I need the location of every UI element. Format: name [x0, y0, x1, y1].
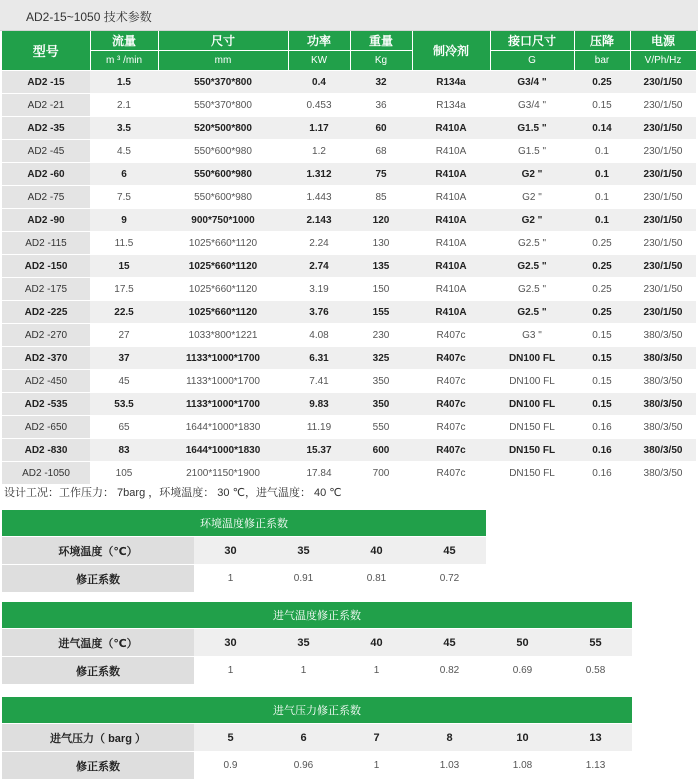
cell-power-supply: 230/1/50 [630, 232, 696, 255]
cell-power-supply: 230/1/50 [630, 117, 696, 140]
inlet-pressure-value: 7 [340, 724, 413, 752]
cell-port: G2 " [490, 186, 574, 209]
table-row [2, 117, 696, 140]
cell-pressure-drop: 0.1 [574, 163, 630, 186]
table-row [2, 324, 696, 347]
cell-refrigerant: R410A [412, 140, 490, 163]
cell-port: G2.5 " [490, 301, 574, 324]
cell-refrigerant: R410A [412, 278, 490, 301]
inlet-pressure-value: 8 [413, 724, 486, 752]
cell-flow: 4.5 [90, 140, 158, 163]
cell-pressure-drop: 0.16 [574, 416, 630, 439]
cell-power: 1.443 [288, 186, 350, 209]
cell-size: 1644*1000*1830 [158, 416, 288, 439]
inlet-pressure-value: 10 [486, 724, 559, 752]
unit-power-supply: V/Ph/Hz [630, 51, 696, 71]
inlet-pressure-value: 6 [267, 724, 340, 752]
table-row [2, 416, 696, 439]
cell-model: AD2 -75 [2, 186, 90, 209]
cell-pressure-drop: 0.25 [574, 278, 630, 301]
col-header-model: 型号 [2, 31, 90, 71]
inlet-temp-factor-value: 1 [340, 657, 413, 685]
cell-pressure-drop: 0.15 [574, 347, 630, 370]
inlet-temp-factor-value: 0.69 [486, 657, 559, 685]
table-row [2, 71, 696, 94]
table-row [2, 370, 696, 393]
cell-flow: 22.5 [90, 301, 158, 324]
page-title: AD2-15~1050 技术参数 [26, 10, 152, 24]
cell-flow: 11.5 [90, 232, 158, 255]
cell-flow: 6 [90, 163, 158, 186]
cell-power: 2.24 [288, 232, 350, 255]
cell-power-supply: 230/1/50 [630, 71, 696, 94]
cell-weight: 85 [350, 186, 412, 209]
cell-power-supply: 230/1/50 [630, 301, 696, 324]
unit-flow: m ³ /min [90, 51, 158, 71]
cell-power-supply: 230/1/50 [630, 255, 696, 278]
cell-port: G2.5 " [490, 255, 574, 278]
cell-model: AD2 -1050 [2, 462, 90, 485]
cell-size: 520*500*800 [158, 117, 288, 140]
cell-size: 1025*660*1120 [158, 232, 288, 255]
cell-weight: 600 [350, 439, 412, 462]
cell-power-supply: 230/1/50 [630, 140, 696, 163]
table-row [2, 255, 696, 278]
cell-weight: 120 [350, 209, 412, 232]
table-row [2, 439, 696, 462]
ambient-factor-value: 1 [194, 565, 267, 593]
cell-power-supply: 230/1/50 [630, 209, 696, 232]
cell-flow: 83 [90, 439, 158, 462]
col-header-power: 功率 [288, 31, 350, 51]
spec-header-row [2, 31, 696, 51]
unit-weight: Kg [350, 51, 412, 71]
cell-size: 550*600*980 [158, 140, 288, 163]
cell-refrigerant: R407c [412, 416, 490, 439]
cell-refrigerant: R134a [412, 94, 490, 117]
cell-power: 1.2 [288, 140, 350, 163]
cell-model: AD2 -21 [2, 94, 90, 117]
cell-port: DN150 FL [490, 462, 574, 485]
inlet-pressure-value: 5 [194, 724, 267, 752]
cell-model: AD2 -370 [2, 347, 90, 370]
cell-port: DN150 FL [490, 439, 574, 462]
cell-power-supply: 230/1/50 [630, 186, 696, 209]
cell-refrigerant: R410A [412, 301, 490, 324]
cell-flow: 37 [90, 347, 158, 370]
table-row [2, 209, 696, 232]
cell-size: 1133*1000*1700 [158, 393, 288, 416]
cell-model: AD2 -175 [2, 278, 90, 301]
spec-table-body [2, 71, 696, 485]
cell-size: 1133*1000*1700 [158, 347, 288, 370]
cell-flow: 3.5 [90, 117, 158, 140]
cell-refrigerant: R407c [412, 370, 490, 393]
cell-model: AD2 -115 [2, 232, 90, 255]
cell-refrigerant: R410A [412, 117, 490, 140]
cell-power-supply: 380/3/50 [630, 347, 696, 370]
cell-pressure-drop: 0.25 [574, 232, 630, 255]
cell-port: G2 " [490, 209, 574, 232]
inlet-temp-factor-value: 1 [194, 657, 267, 685]
cell-pressure-drop: 0.25 [574, 71, 630, 94]
cell-power-supply: 230/1/50 [630, 278, 696, 301]
table-row [2, 140, 696, 163]
inlet-temp-value: 50 [486, 629, 559, 657]
cell-power-supply: 380/3/50 [630, 324, 696, 347]
cell-power: 3.76 [288, 301, 350, 324]
cell-power-supply: 380/3/50 [630, 370, 696, 393]
cell-flow: 53.5 [90, 393, 158, 416]
cell-pressure-drop: 0.14 [574, 117, 630, 140]
cell-power: 1.312 [288, 163, 350, 186]
cell-power: 2.74 [288, 255, 350, 278]
cell-model: AD2 -35 [2, 117, 90, 140]
cell-power: 0.453 [288, 94, 350, 117]
cell-model: AD2 -450 [2, 370, 90, 393]
unit-power: KW [288, 51, 350, 71]
cell-weight: 60 [350, 117, 412, 140]
cell-port: G1.5 " [490, 117, 574, 140]
cell-refrigerant: R410A [412, 232, 490, 255]
cell-pressure-drop: 0.15 [574, 370, 630, 393]
cell-weight: 36 [350, 94, 412, 117]
cell-flow: 1.5 [90, 71, 158, 94]
inlet-temp-table [2, 602, 632, 684]
cell-power: 4.08 [288, 324, 350, 347]
cell-model: AD2 -650 [2, 416, 90, 439]
cell-model: AD2 -45 [2, 140, 90, 163]
cell-refrigerant: R410A [412, 163, 490, 186]
cell-weight: 135 [350, 255, 412, 278]
inlet-pressure-value: 13 [559, 724, 632, 752]
table-row [2, 232, 696, 255]
page-title-bar [0, 0, 698, 31]
cell-power: 11.19 [288, 416, 350, 439]
inlet-pressure-factor-label: 修正系数 [2, 752, 194, 780]
col-header-size: 尺寸 [158, 31, 288, 51]
table-row [2, 462, 696, 485]
cell-size: 550*370*800 [158, 71, 288, 94]
cell-model: AD2 -830 [2, 439, 90, 462]
cell-weight: 155 [350, 301, 412, 324]
inlet-temp-factor-label: 修正系数 [2, 657, 194, 685]
cell-flow: 9 [90, 209, 158, 232]
cell-model: AD2 -270 [2, 324, 90, 347]
cell-power: 9.83 [288, 393, 350, 416]
ambient-factor-value: 0.91 [267, 565, 340, 593]
cell-refrigerant: R410A [412, 186, 490, 209]
inlet-temp-value: 40 [340, 629, 413, 657]
inlet-pressure-factor-value: 0.96 [267, 752, 340, 780]
cell-pressure-drop: 0.16 [574, 439, 630, 462]
col-header-refrigerant: 制冷剂 [412, 31, 490, 71]
inlet-temp-value: 30 [194, 629, 267, 657]
cell-weight: 700 [350, 462, 412, 485]
cell-refrigerant: R410A [412, 255, 490, 278]
cell-weight: 325 [350, 347, 412, 370]
cell-pressure-drop: 0.1 [574, 186, 630, 209]
cell-size: 900*750*1000 [158, 209, 288, 232]
cell-refrigerant: R407c [412, 324, 490, 347]
cell-size: 2100*1150*1900 [158, 462, 288, 485]
cell-weight: 68 [350, 140, 412, 163]
cell-power: 0.4 [288, 71, 350, 94]
cell-size: 1025*660*1120 [158, 255, 288, 278]
col-header-port: 接口尺寸 [490, 31, 574, 51]
cell-model: AD2 -225 [2, 301, 90, 324]
cell-model: AD2 -535 [2, 393, 90, 416]
cell-power-supply: 380/3/50 [630, 462, 696, 485]
cell-power: 6.31 [288, 347, 350, 370]
inlet-pressure-label: 进气压力（ barg ） [2, 724, 194, 752]
cell-power: 15.37 [288, 439, 350, 462]
cell-power-supply: 230/1/50 [630, 163, 696, 186]
cell-port: G2.5 " [490, 278, 574, 301]
cell-size: 1025*660*1120 [158, 278, 288, 301]
cell-refrigerant: R407c [412, 393, 490, 416]
cell-flow: 17.5 [90, 278, 158, 301]
cell-power: 3.19 [288, 278, 350, 301]
cell-power-supply: 380/3/50 [630, 439, 696, 462]
cell-power-supply: 380/3/50 [630, 416, 696, 439]
cell-refrigerant: R134a [412, 71, 490, 94]
spec-table [2, 31, 697, 485]
cell-refrigerant: R407c [412, 462, 490, 485]
cell-pressure-drop: 0.15 [574, 393, 630, 416]
cell-pressure-drop: 0.15 [574, 94, 630, 117]
inlet-pressure-table [2, 697, 632, 779]
col-header-pressure-drop: 压降 [574, 31, 630, 51]
cell-power-supply: 380/3/50 [630, 393, 696, 416]
cell-port: DN150 FL [490, 416, 574, 439]
cell-size: 1025*660*1120 [158, 301, 288, 324]
table-row [2, 301, 696, 324]
inlet-pressure-factor-value: 1 [340, 752, 413, 780]
ambient-factor-value: 0.81 [340, 565, 413, 593]
col-header-flow: 流量 [90, 31, 158, 51]
cell-refrigerant: R407c [412, 347, 490, 370]
cell-pressure-drop: 0.15 [574, 324, 630, 347]
inlet-pressure-factor-value: 1.03 [413, 752, 486, 780]
unit-pressure-drop: bar [574, 51, 630, 71]
design-conditions-note: 设计工况：工作压力： 7barg ，环境温度： 30 ℃，进气温度： 40 ℃ [4, 487, 342, 499]
inlet-temp-title: 进气温度修正系数 [2, 602, 632, 629]
cell-size: 1644*1000*1830 [158, 439, 288, 462]
cell-pressure-drop: 0.25 [574, 255, 630, 278]
cell-weight: 350 [350, 370, 412, 393]
cell-model: AD2 -60 [2, 163, 90, 186]
table-row [2, 278, 696, 301]
table-row [2, 186, 696, 209]
cell-flow: 15 [90, 255, 158, 278]
cell-port: DN100 FL [490, 393, 574, 416]
cell-port: G3/4 " [490, 94, 574, 117]
ambient-temp-label: 环境温度（℃） [2, 537, 194, 565]
cell-size: 1033*800*1221 [158, 324, 288, 347]
inlet-temp-value: 55 [559, 629, 632, 657]
cell-pressure-drop: 0.1 [574, 140, 630, 163]
unit-size: mm [158, 51, 288, 71]
cell-weight: 230 [350, 324, 412, 347]
cell-port: G2 " [490, 163, 574, 186]
cell-port: G2.5 " [490, 232, 574, 255]
cell-weight: 32 [350, 71, 412, 94]
cell-pressure-drop: 0.16 [574, 462, 630, 485]
table-row [2, 347, 696, 370]
col-header-power-supply: 电源 [630, 31, 696, 51]
col-header-weight: 重量 [350, 31, 412, 51]
inlet-pressure-factor-value: 1.13 [559, 752, 632, 780]
ambient-temp-value: 35 [267, 537, 340, 565]
cell-power: 7.41 [288, 370, 350, 393]
inlet-temp-factor-value: 0.58 [559, 657, 632, 685]
cell-port: G3/4 " [490, 71, 574, 94]
cell-weight: 550 [350, 416, 412, 439]
cell-flow: 45 [90, 370, 158, 393]
cell-weight: 130 [350, 232, 412, 255]
cell-power: 1.17 [288, 117, 350, 140]
inlet-pressure-factor-value: 0.9 [194, 752, 267, 780]
inlet-temp-factor-value: 1 [267, 657, 340, 685]
cell-power: 2.143 [288, 209, 350, 232]
ambient-factor-value: 0.72 [413, 565, 486, 593]
ambient-temp-value: 45 [413, 537, 486, 565]
ambient-temp-value: 40 [340, 537, 413, 565]
cell-weight: 75 [350, 163, 412, 186]
inlet-temp-value: 45 [413, 629, 486, 657]
ambient-temp-table [2, 510, 486, 592]
cell-port: DN100 FL [490, 370, 574, 393]
unit-port: G [490, 51, 574, 71]
inlet-pressure-factor-value: 1.08 [486, 752, 559, 780]
table-row [2, 163, 696, 186]
table-row [2, 393, 696, 416]
cell-model: AD2 -150 [2, 255, 90, 278]
inlet-temp-label: 进气温度（℃） [2, 629, 194, 657]
cell-flow: 7.5 [90, 186, 158, 209]
cell-refrigerant: R410A [412, 209, 490, 232]
cell-port: G1.5 " [490, 140, 574, 163]
cell-power: 17.84 [288, 462, 350, 485]
cell-refrigerant: R407c [412, 439, 490, 462]
cell-size: 550*600*980 [158, 186, 288, 209]
ambient-temp-title: 环境温度修正系数 [2, 510, 486, 537]
cell-flow: 2.1 [90, 94, 158, 117]
cell-weight: 150 [350, 278, 412, 301]
spec-unit-row [2, 51, 696, 71]
cell-size: 550*600*980 [158, 163, 288, 186]
cell-flow: 27 [90, 324, 158, 347]
cell-weight: 350 [350, 393, 412, 416]
cell-pressure-drop: 0.25 [574, 301, 630, 324]
cell-port: G3 " [490, 324, 574, 347]
cell-flow: 65 [90, 416, 158, 439]
cell-size: 550*370*800 [158, 94, 288, 117]
inlet-temp-factor-value: 0.82 [413, 657, 486, 685]
table-row [2, 94, 696, 117]
ambient-factor-label: 修正系数 [2, 565, 194, 593]
cell-power-supply: 230/1/50 [630, 94, 696, 117]
ambient-temp-value: 30 [194, 537, 267, 565]
cell-size: 1133*1000*1700 [158, 370, 288, 393]
cell-pressure-drop: 0.1 [574, 209, 630, 232]
cell-flow: 105 [90, 462, 158, 485]
cell-port: DN100 FL [490, 347, 574, 370]
inlet-temp-value: 35 [267, 629, 340, 657]
inlet-pressure-title: 进气压力修正系数 [2, 697, 632, 724]
cell-model: AD2 -15 [2, 71, 90, 94]
cell-model: AD2 -90 [2, 209, 90, 232]
